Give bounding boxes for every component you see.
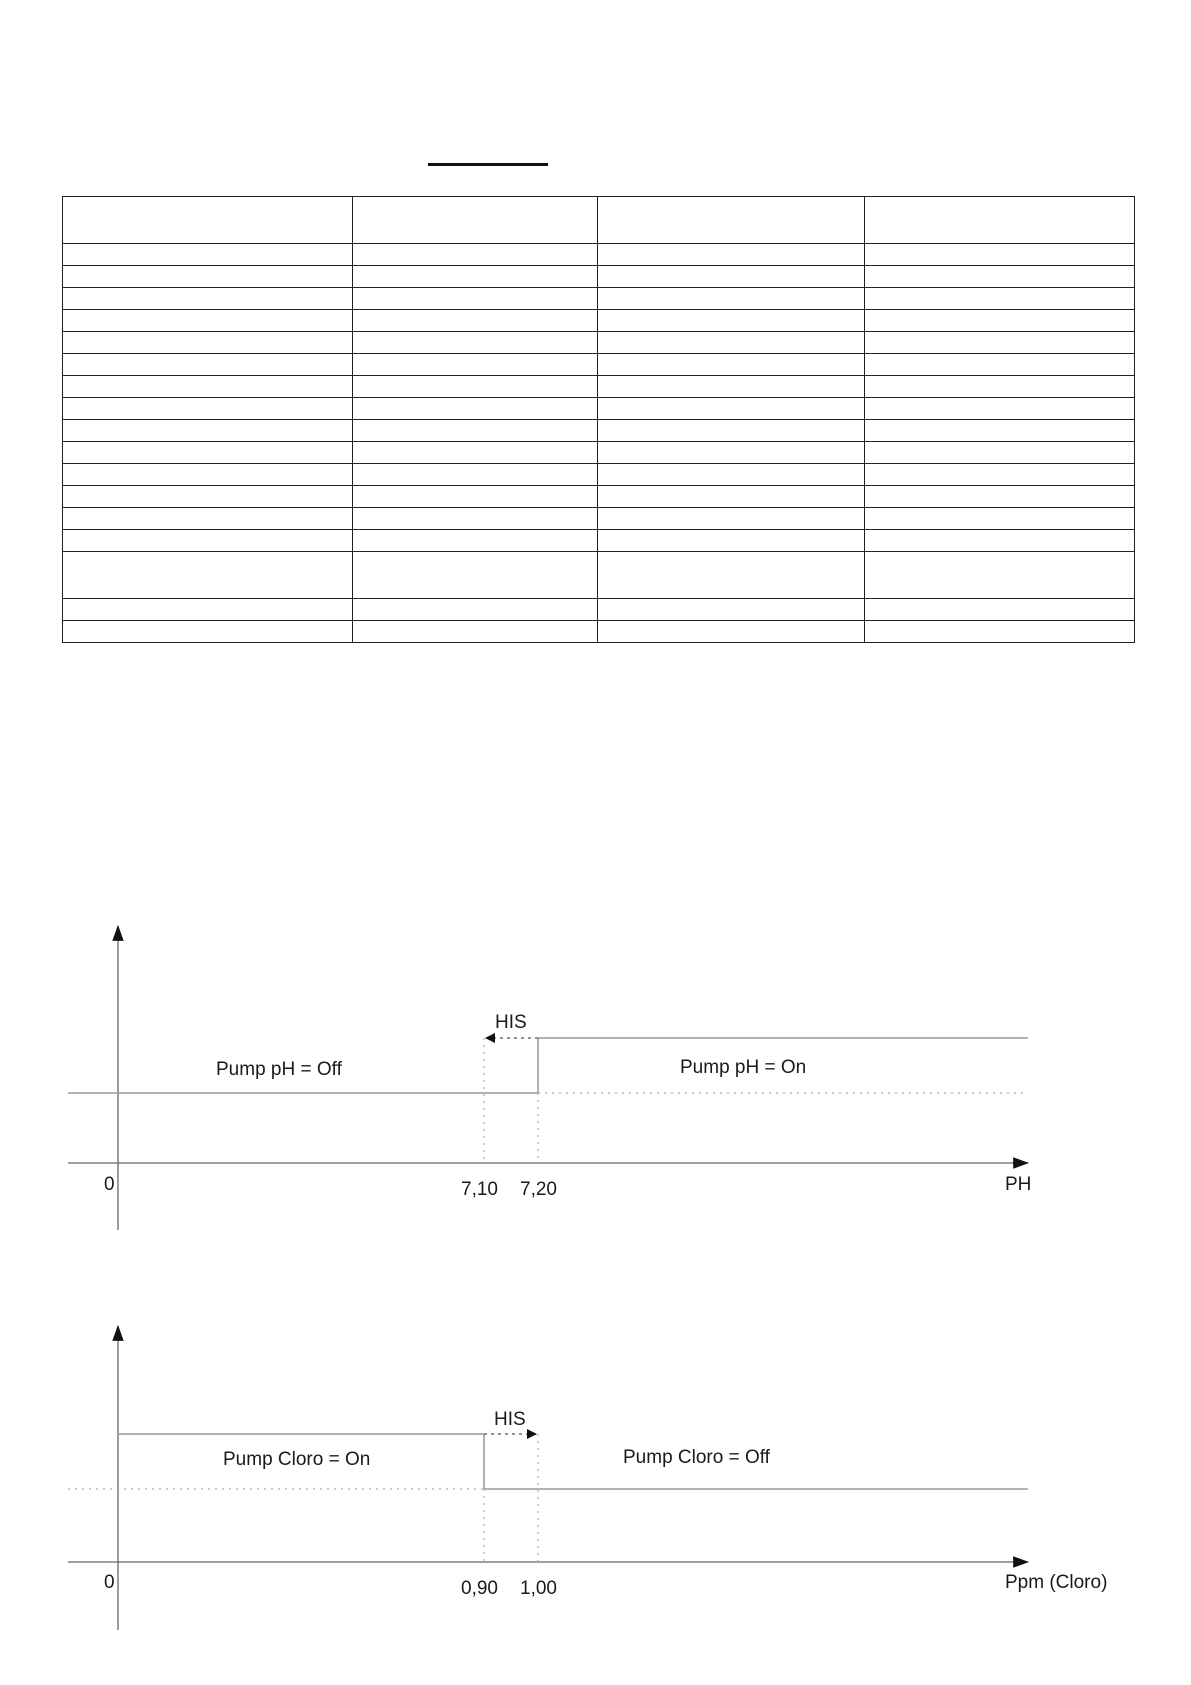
table-cell — [865, 530, 1135, 552]
hysteresis-label: HIS — [494, 1409, 526, 1430]
table-cell — [598, 530, 865, 552]
table-cell — [598, 442, 865, 464]
table-cell — [865, 599, 1135, 621]
cloro-hysteresis-diagram — [0, 1310, 1191, 1640]
table-cell — [598, 354, 865, 376]
table-cell — [353, 376, 598, 398]
table-cell — [353, 244, 598, 266]
origin-label: 0 — [104, 1174, 115, 1195]
title-underline — [428, 163, 548, 166]
table-row — [63, 376, 1135, 398]
table-cell — [353, 442, 598, 464]
table-cell — [353, 354, 598, 376]
table-cell — [63, 621, 353, 643]
table-cell — [865, 310, 1135, 332]
table-cell — [598, 486, 865, 508]
table-cell — [63, 530, 353, 552]
state-left-label: Pump Cloro = On — [223, 1449, 371, 1470]
table-cell — [63, 486, 353, 508]
table-cell — [598, 266, 865, 288]
table-cell — [353, 420, 598, 442]
table-cell — [598, 621, 865, 643]
table-cell — [63, 376, 353, 398]
empty-table — [62, 196, 1135, 643]
table-cell — [865, 244, 1135, 266]
table-cell — [865, 508, 1135, 530]
table-cell — [353, 621, 598, 643]
table-row — [63, 486, 1135, 508]
table-cell — [865, 354, 1135, 376]
table-cell — [63, 354, 353, 376]
table-cell — [63, 442, 353, 464]
table-row — [63, 244, 1135, 266]
table-cell — [598, 599, 865, 621]
table-cell — [598, 310, 865, 332]
table-cell — [353, 486, 598, 508]
table-cell — [353, 288, 598, 310]
table-cell — [865, 266, 1135, 288]
table-cell — [865, 288, 1135, 310]
ph-hysteresis-diagram — [0, 910, 1191, 1240]
table-row — [63, 354, 1135, 376]
state-right-label: Pump Cloro = Off — [623, 1447, 770, 1468]
table-cell — [865, 197, 1135, 244]
table-cell — [598, 464, 865, 486]
table-cell — [865, 464, 1135, 486]
state-left-label: Pump pH = Off — [216, 1059, 342, 1080]
table-cell — [353, 508, 598, 530]
table-cell — [63, 508, 353, 530]
table-row — [63, 621, 1135, 643]
table-cell — [865, 621, 1135, 643]
table-row — [63, 332, 1135, 354]
table-cell — [63, 398, 353, 420]
table-row — [63, 508, 1135, 530]
table-cell — [353, 310, 598, 332]
table-row — [63, 442, 1135, 464]
table-cell — [865, 552, 1135, 599]
table-row — [63, 398, 1135, 420]
table-cell — [865, 486, 1135, 508]
table-cell — [63, 332, 353, 354]
table-row — [63, 530, 1135, 552]
table-cell — [63, 197, 353, 244]
table-cell — [63, 599, 353, 621]
hysteresis-label: HIS — [495, 1012, 527, 1033]
table-cell — [63, 552, 353, 599]
table-cell — [353, 599, 598, 621]
origin-label: 0 — [104, 1572, 115, 1593]
table-cell — [353, 398, 598, 420]
table-cell — [865, 420, 1135, 442]
table-cell — [865, 332, 1135, 354]
table-cell — [353, 530, 598, 552]
table-cell — [63, 266, 353, 288]
table-row — [63, 552, 1135, 599]
state-right-label: Pump pH = On — [680, 1057, 807, 1078]
table-row — [63, 266, 1135, 288]
threshold-low-label: 0,90 — [461, 1578, 498, 1599]
table-cell — [63, 310, 353, 332]
table-cell — [598, 197, 865, 244]
table-cell — [598, 552, 865, 599]
table-row — [63, 420, 1135, 442]
threshold-high-label: 1,00 — [520, 1578, 557, 1599]
table-cell — [63, 420, 353, 442]
threshold-low-label: 7,10 — [461, 1179, 498, 1200]
table-cell — [598, 420, 865, 442]
table-cell — [598, 332, 865, 354]
table-row — [63, 464, 1135, 486]
table-cell — [353, 552, 598, 599]
table-row — [63, 599, 1135, 621]
table-cell — [63, 464, 353, 486]
table-cell — [865, 376, 1135, 398]
table-row — [63, 197, 1135, 244]
table-cell — [63, 288, 353, 310]
table-cell — [598, 398, 865, 420]
table-cell — [353, 332, 598, 354]
table-cell — [353, 464, 598, 486]
x-axis-label: Ppm (Cloro) — [1005, 1572, 1108, 1593]
table-row — [63, 288, 1135, 310]
table-cell — [865, 442, 1135, 464]
table-cell — [598, 376, 865, 398]
table-cell — [63, 244, 353, 266]
table-row — [63, 310, 1135, 332]
table-cell — [353, 197, 598, 244]
table-cell — [598, 244, 865, 266]
threshold-high-label: 7,20 — [520, 1179, 557, 1200]
table-cell — [865, 398, 1135, 420]
x-axis-label: PH — [1005, 1174, 1032, 1195]
table-cell — [598, 508, 865, 530]
table-cell — [353, 266, 598, 288]
table-cell — [598, 288, 865, 310]
